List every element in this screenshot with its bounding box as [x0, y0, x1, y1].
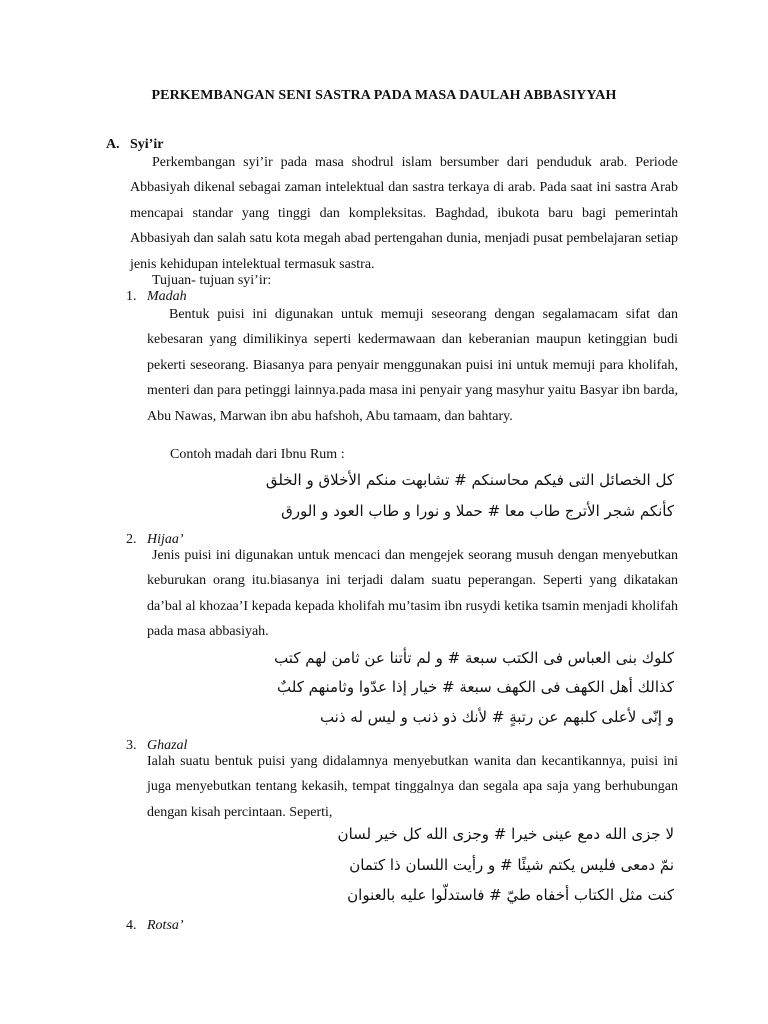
intro-paragraph — [130, 150, 678, 277]
section-letter: A. — [106, 137, 120, 152]
arabic-verse: كذالك أهل الكهف فى الكهف سبعة # خيار إذا عدّوا وثامنهم كلبٌ — [277, 678, 674, 696]
madah-example-label: Contoh madah dari Ibnu Rum : — [170, 447, 345, 462]
section-title: Syi’ir — [130, 137, 164, 152]
hijaa-text: Jenis puisi ini digunakan untuk mencaci dan mengejek seorang musuh dengan menyebutkan keburukan orang itu.biasanya ini terjadi dalam suatu peperangan. Seperti yang dikatakan da’bal al khozaa’I kepada kepada kholifah mu’tasim ibn rusydi ketika tsamin menjadi kholifah pada masa abbasiyah. — [147, 548, 678, 640]
ghazal-text: Ialah suatu bentuk puisi yang didalamnya menyebutkan wanita dan kecantikannya, puisi ini juga menyebutkan tentang kekasih, tempat tinggalnya dan segala apa saja yang berhubungan dengan kisah percintaan. Seperti, — [147, 754, 678, 820]
intro-text: Perkembangan syi’ir pada masa shodrul islam bersumber dari penduduk arab. Periode Abbasiyah dikenal sebagai zaman intelektual dan sastra terkaya di arab. Pada saat ini sastra Arab mencapai standar yang tinggi dan kompleksitas. Baghdad, ibukota baru bagi pemerintah Abbasiyah dan salah satu kota megah abad pertengahan dunia, menjadi pusat pembelajaran setiap jenis kehidupan intelektual termasuk sastra. — [130, 155, 678, 272]
document-title: PERKEMBANGAN SENI SASTRA PADA MASA DAULAH ABBASIYYAH — [151, 88, 617, 103]
item-title-madah: Madah — [147, 289, 187, 304]
hijaa-paragraph — [147, 543, 678, 645]
item-number: 3. — [126, 738, 137, 753]
arabic-verse: كأنكم شجر الأترج طاب معا # حملا و نورا و طاب العود و الورق — [281, 502, 674, 520]
madah-text: Bentuk puisi ini digunakan untuk memuji seseorang dengan segalamacam sifat dan kebesaran yang dimilikinya seperti kedermawaan dan keberanian maupun ketinggian budi pekerti seseorang. Biasanya para penyair menggunakan puisi ini untuk memuji para kholifah, menteri dan para petinggi lainnya.pada masa ini penyair yang masyhur yaitu Basyar ibn barda, Abu Nawas, Marwan ibn abu hafshoh, Abu tamaam, dan bahtary. — [147, 307, 678, 424]
ghazal-paragraph — [147, 749, 678, 825]
arabic-verse: كلوك بنى العباس فى الكتب سبعة # و لم تأتنا عن ثامن لهم كتب — [274, 649, 674, 667]
item-title-hijaa: Hijaa’ — [147, 532, 184, 547]
item-title-rotsa: Rotsa’ — [147, 918, 184, 933]
item-number: 1. — [126, 289, 137, 304]
arabic-verse: كنت مثل الكتاب أخفاه طيّ # فاستدلّوا عليه بالعنوان — [347, 886, 674, 904]
item-number: 2. — [126, 532, 137, 547]
madah-paragraph — [147, 302, 678, 429]
arabic-verse: و إنّى لأعلى كلبهم عن رتبةٍ # لأنك ذو ذنب و ليس له ذنب — [319, 708, 674, 726]
arabic-verse: لا جزى الله دمع عينى خيرا # وجزى الله كل خير لسان — [337, 825, 674, 843]
item-number: 4. — [126, 918, 137, 933]
arabic-verse: كل الخصائل التى فيكم محاسنكم # تشابهت منكم الأخلاق و الخلق — [265, 471, 674, 489]
arabic-verse: نمّ دمعى فليس يكتم شيئًا # و رأيت اللسان ذا كتمان — [349, 856, 674, 874]
tujuan-label: Tujuan- tujuan syi’ir: — [152, 273, 272, 288]
item-title-ghazal: Ghazal — [147, 738, 188, 753]
